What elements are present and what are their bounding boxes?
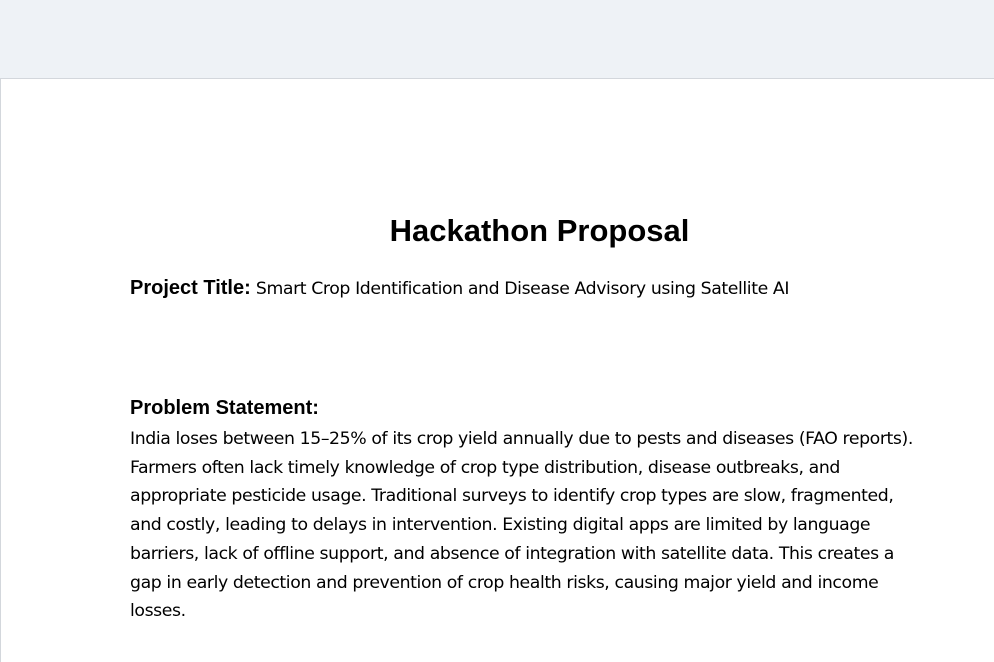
- document-title: Hackathon Proposal: [389, 213, 690, 248]
- document-page[interactable]: [0, 78, 994, 662]
- project-title-line: [130, 274, 830, 304]
- project-title-label: Project Title:: [130, 277, 251, 299]
- problem-statement-text: India loses between 15–25% of its crop yield annually due to pests and diseases (FAO reports). Farmers often lack timely knowledge of crop type distribution, disease outbreaks, and appropriate pesticide usage. Traditional surveys to identify crop types are slow, fragmented, and costly, leading to delays in intervention. Existing digital apps are limited by language barriers, lack of offline support, and absence of integration with satellite data. This creates a gap in early detection and prevention of crop health risks, causing major yield and income losses.: [130, 429, 913, 622]
- problem-statement-heading: Problem Statement:: [130, 397, 319, 419]
- toolbar-area: [0, 0, 994, 78]
- project-title-value: Smart Crop Identification and Disease Advisory using Satellite AI: [255, 279, 790, 299]
